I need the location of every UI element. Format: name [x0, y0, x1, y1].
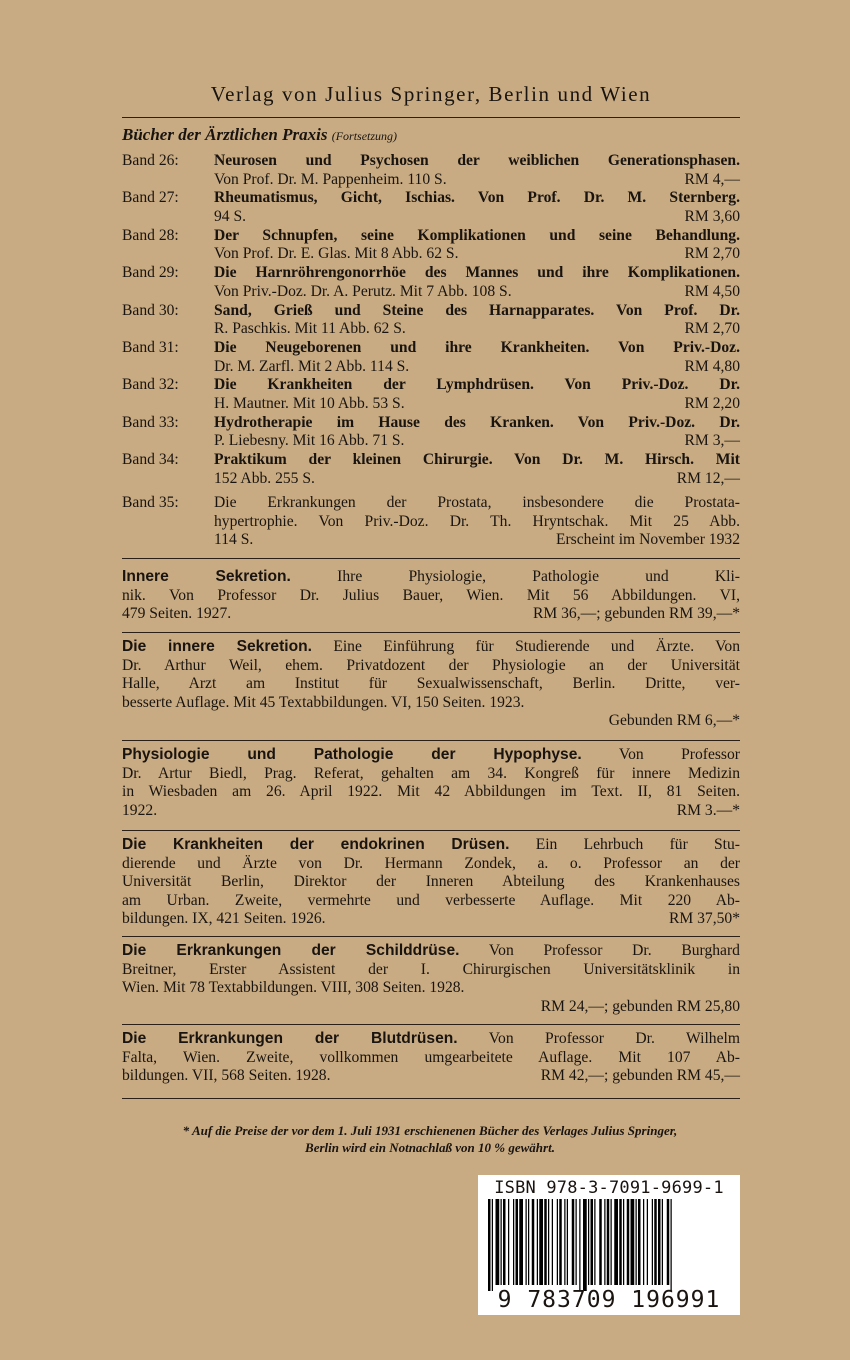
- barcode-digits: 9 783709 196991: [497, 1287, 721, 1313]
- barcode-bar: [526, 1199, 527, 1285]
- barcode-bar: [591, 1199, 594, 1285]
- barcode-bar: [496, 1199, 500, 1285]
- entry-heading: Die Erkrankungen der Blutdrüsen.: [122, 1030, 458, 1047]
- band-entry: Band 30: Sand, Grieß und Steine des Harnapparates. Von Prof. Dr. R. Paschkis. Mit 11 Abb. 62 S. RM 2,70: [122, 301, 740, 338]
- band-35-line-2: hypertrophie. Von Priv.-Doz. Dr. Th. Hryntschak. Mit 25 Abb.: [214, 512, 740, 530]
- barcode-bar: [519, 1199, 523, 1285]
- barcode-bar: [572, 1199, 575, 1285]
- barcode-bar: [516, 1199, 519, 1285]
- barcode-bar: [652, 1199, 653, 1285]
- barcode-bar: [631, 1199, 635, 1285]
- barcode-bar: [576, 1199, 577, 1285]
- band-title: Die Krankheiten der Lymphdrüsen. Von Priv.-Doz. Dr.: [214, 376, 740, 394]
- barcode-bar: [513, 1199, 514, 1285]
- barcode-bar: [559, 1199, 562, 1285]
- barcode-bar: [532, 1199, 535, 1285]
- barcode-bar: [548, 1199, 549, 1285]
- band-entry: Band 27: Rheumatismus, Gicht, Ischias. Von Prof. Dr. M. Sternberg. 94 S. RM 3,60: [122, 189, 740, 225]
- book-entry-endokrine-druesen: Die Krankheiten der endokrinen Drüsen. Ein Lehrbuch für Stu- dierende und Ärzte von Dr. Hermann Zondek, a. o. Professor an der Universität Berlin, Direktor der Inneren Abteilung des Krankenhauses am Urban. Zweite, vermehrte und verbesserte Auflage. Mit 220 Ab- bildungen. IX, 421 Seiten. 1926. RM 37,50*: [122, 836, 740, 928]
- entry-rule: [122, 830, 740, 831]
- entry-heading: Die innere Sekretion.: [122, 638, 312, 655]
- price-footnote: * Auf die Preise der vor dem 1. Juli 1931 erschienenen Bücher des Verlages Julius Springer, Berlin wird ein Notnachlaß von 10 % gewährt.: [182, 1123, 678, 1155]
- entry-rule: [122, 632, 740, 633]
- band-price: RM 2,70: [684, 320, 740, 338]
- entry-heading: Innere Sekretion.: [122, 568, 291, 585]
- band-price: RM 3,60: [684, 207, 740, 225]
- barcode-bar: [607, 1199, 610, 1285]
- band-price: RM 3,—: [684, 432, 740, 450]
- book-entry-schilddruese: Die Erkrankungen der Schilddrüse. Von Professor Dr. Burghard Breitner, Erster Assistent der I. Chirurgischen Universitätsklinik in Wien. Mit 78 Textabbildungen. VIII, 308 Seiten. 1928. RM 24,—; gebunden RM 25,80: [122, 942, 740, 1015]
- series-title: Bücher der Ärztlichen Praxis (Fortsetzung): [122, 125, 398, 144]
- barcode-bar: [623, 1199, 624, 1285]
- barcode-bar: [583, 1199, 587, 1291]
- bottom-rule: [122, 1098, 740, 1099]
- barcode-bar: [539, 1199, 543, 1285]
- barcode-bar: [654, 1199, 657, 1285]
- isbn-label: ISBN 978-3-7091-9699-1: [494, 1178, 724, 1198]
- isbn-barcode: [478, 1175, 740, 1315]
- barcode-bar: [503, 1199, 506, 1285]
- entry-heading: Die Erkrankungen der Schilddrüse.: [122, 942, 460, 959]
- band-entry: Band 31: Die Neugeborenen und ihre Krankheiten. Von Priv.-Doz. Dr. M. Zarfl. Mit 2 Abb. 114 S. RM 4,80: [122, 339, 740, 375]
- barcode-bar: [488, 1199, 491, 1291]
- barcode-bar: [544, 1199, 547, 1285]
- band-title: Rheumatismus, Gicht, Ischias. Von Prof. Dr. M. Sternberg.: [214, 189, 740, 207]
- band-35: Band 35: Die Erkrankungen der Prostata, insbesondere die Prostata- hypertrophie. Von Priv.-Doz. Dr. Th. Hryntschak. Mit 25 Abb. 114 S. Erscheint im November 1932: [122, 494, 740, 549]
- book-entry-blutdruesen: Die Erkrankungen der Blutdrüsen. Von Professor Dr. Wilhelm Falta, Wien. Zweite, vollkommen umgearbeitete Auflage. Mit 107 Ab- bildungen. VII, 568 Seiten. 1928. RM 42,—; gebunden RM 45,—: [122, 1030, 740, 1085]
- band-35-line-3: 114 S. Erscheint im November 1932: [214, 531, 740, 549]
- band-title: Neurosen und Psychosen der weiblichen Generationsphasen.: [214, 152, 740, 169]
- band-entry: Band 34: Praktikum der kleinen Chirurgie. Von Dr. M. Hirsch. Mit 152 Abb. 255 S. RM 12,—: [122, 451, 740, 487]
- barcode-bar: [579, 1199, 580, 1291]
- entry-rule: [122, 1024, 740, 1025]
- band-title: Sand, Grieß und Steine des Harnapparates. Von Prof. Dr.: [214, 301, 740, 319]
- book-entry-hypophyse: Physiologie und Pathologie der Hypophyse. Von Professor Dr. Artur Biedl, Prag. Referat, gehalten am 34. Kongreß für innere Medizin in Wiesbaden am 26. April 1922. Mit 42 Abbildungen im Text. II, 81 Seiten. 1922. RM 3.—*: [122, 746, 740, 819]
- barcode-bar: [662, 1199, 663, 1285]
- publisher-header: Verlag von Julius Springer, Berlin und Wien: [210, 82, 652, 106]
- band-35-line-1: Die Erkrankungen der Prostata, insbesondere die Prostata-: [214, 494, 740, 511]
- barcode-bar: [508, 1199, 509, 1285]
- book-entry-innere-sekretion: Innere Sekretion. Ihre Physiologie, Pathologie und Kli- nik. Von Professor Dr. Julius Bauer, Wien. Mit 56 Abbildungen. VI, 479 Seiten. 1927. RM 36,—; gebunden RM 39,—*: [122, 568, 740, 623]
- barcode-bar: [614, 1199, 618, 1285]
- band-title: Die Neugeborenen und ihre Krankheiten. Von Priv.-Doz.: [214, 339, 740, 356]
- band-title: Der Schnupfen, seine Komplikationen und seine Behandlung.: [214, 226, 740, 244]
- barcode-bar: [638, 1199, 641, 1285]
- barcode-bar: [564, 1199, 565, 1285]
- band-entry: Band 32: Die Krankheiten der Lymphdrüsen. Von Priv.-Doz. Dr. H. Mautner. Mit 10 Abb. 53 S. RM 2,20: [122, 376, 740, 412]
- barcode-bars: [486, 1199, 732, 1291]
- band-entry: Band 29: Die Harnröhrengonorrhöe des Mannes und ihre Komplikationen. Von Priv.-Doz. Dr. A. Perutz. Mit 7 Abb. 108 S. RM 4,50: [122, 264, 740, 300]
- barcode-bar: [588, 1199, 589, 1285]
- band-price: RM 2,70: [684, 245, 740, 263]
- barcode-bar: [594, 1199, 595, 1285]
- band-price: RM 2,20: [684, 394, 740, 412]
- barcode-bar: [636, 1199, 637, 1285]
- band-price: RM 4,50: [684, 282, 740, 300]
- band-title: Praktikum der kleinen Chirurgie. Von Dr. M. Hirsch. Mit: [214, 451, 740, 469]
- barcode-bar: [604, 1199, 605, 1285]
- barcode-bar: [667, 1199, 670, 1285]
- section-rule: [122, 558, 740, 559]
- band-entry: Band 26: Neurosen und Psychosen der weiblichen Generationsphasen. Von Prof. Dr. M. Pappenheim. 110 S. RM 4,—: [122, 152, 740, 188]
- barcode-bar: [537, 1199, 538, 1285]
- barcode-bar: [557, 1199, 558, 1285]
- barcode-bar: [643, 1199, 644, 1285]
- entry-heading: Die Krankheiten der endokrinen Drüsen.: [122, 836, 510, 853]
- barcode-bar: [552, 1199, 553, 1285]
- book-entry-die-innere-sekretion: Die innere Sekretion. Eine Einführung für Studierende und Ärzte. Von Dr. Arthur Weil, ehem. Privatdozent der Physiologie an der Universität Halle, Arzt am Institut für Sexualwissenschaft, Berlin. Dritte, ver- besserte Auflage. Mit 45 Textabbildungen. VI, 150 Seiten. 1923. Gebunden RM 6,—*: [122, 638, 741, 730]
- barcode-bar: [619, 1199, 622, 1285]
- band-price: RM 4,80: [684, 357, 740, 375]
- barcode-bar: [627, 1199, 630, 1285]
- barcode-bar: [671, 1199, 672, 1291]
- barcode-bar: [501, 1199, 502, 1285]
- barcode-bar: [528, 1199, 529, 1285]
- band-entry: Band 28: Der Schnupfen, seine Komplikationen und seine Behandlung. Von Prof. Dr. E. Glas. Mit 8 Abb. 62 S. RM 2,70: [122, 226, 740, 263]
- barcode-bar: [567, 1199, 568, 1285]
- band-price: RM 4,—: [684, 170, 740, 188]
- barcode-bar: [647, 1199, 648, 1285]
- barcode-bar: [611, 1199, 612, 1285]
- header-rule: [122, 117, 740, 118]
- band-entry: Band 33: Hydrotherapie im Hause des Kranken. Von Priv.-Doz. Dr. P. Liebesny. Mit 16 Abb. 71 S. RM 3,—: [122, 413, 740, 450]
- band-title: Die Harnröhrengonorrhöe des Mannes und ihre Komplikationen.: [214, 264, 740, 282]
- band-price: RM 12,—: [676, 469, 740, 487]
- entry-rule: [122, 740, 740, 741]
- barcode-bar: [599, 1199, 602, 1285]
- barcode-bar: [658, 1199, 661, 1285]
- entry-heading: Physiologie und Pathologie der Hypophyse.: [122, 746, 582, 763]
- barcode-bar: [492, 1199, 493, 1291]
- entry-rule: [122, 936, 740, 937]
- band-title: Hydrotherapie im Hause des Kranken. Von Priv.-Doz. Dr.: [214, 413, 740, 431]
